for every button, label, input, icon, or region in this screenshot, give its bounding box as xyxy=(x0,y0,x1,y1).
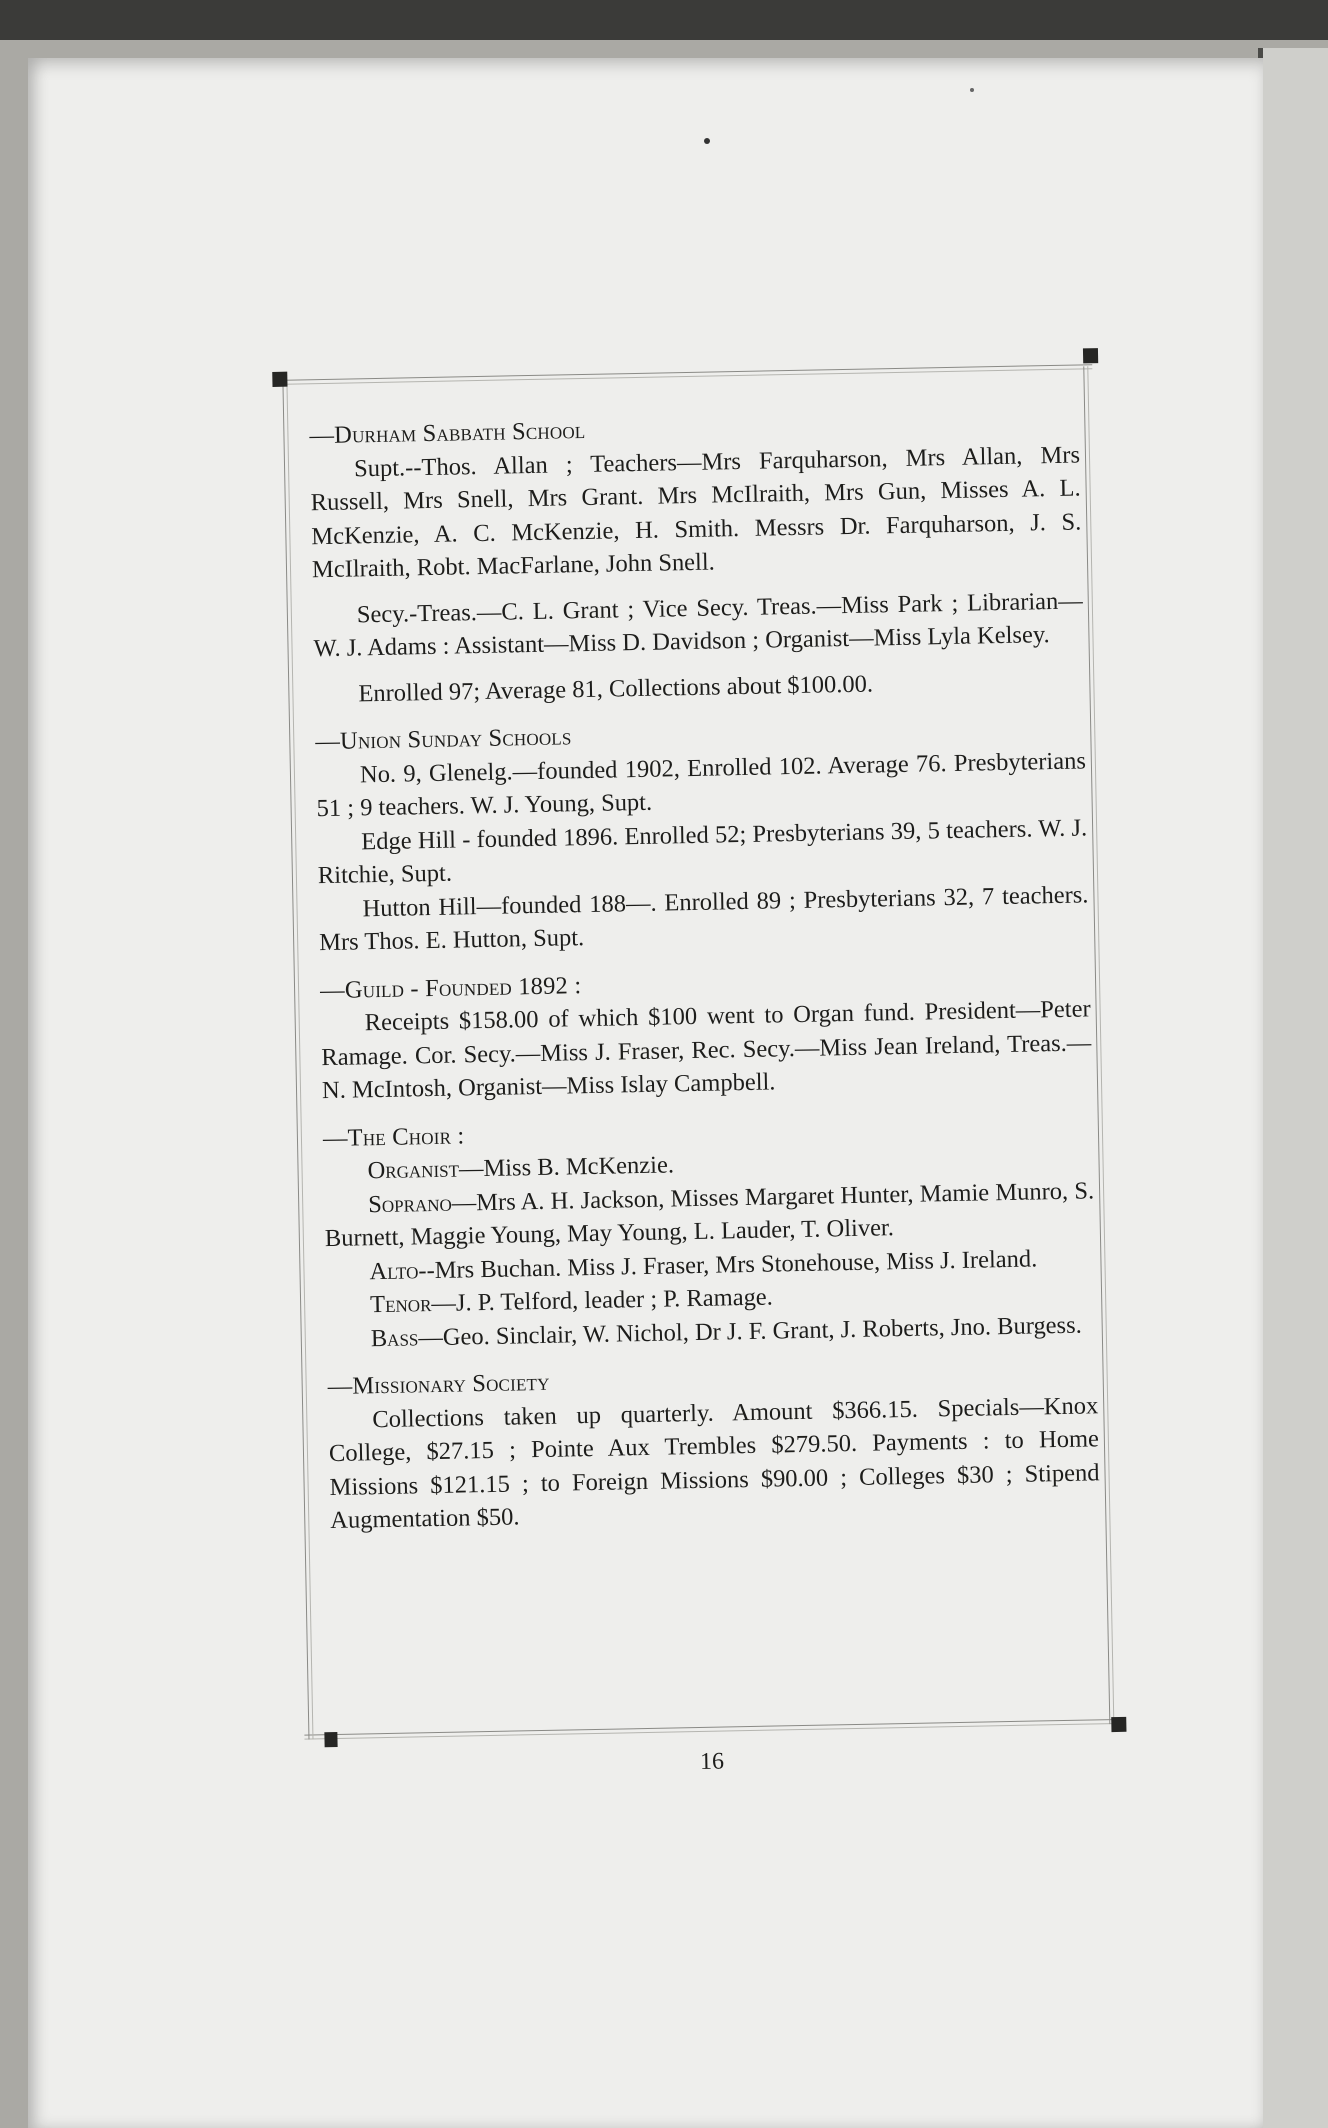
alto-label: Alto xyxy=(369,1256,419,1285)
ornamental-border-frame xyxy=(270,344,1127,1776)
choir-heading: —The Choir : xyxy=(322,1121,465,1152)
union-edge-hill-paragraph: Edge Hill - founded 1896. Enrolled 52; Presbyterians 39, 5 teachers. W. J. Ritchie, Supt. xyxy=(317,813,1088,890)
missionary-heading: —Missionary Society xyxy=(327,1368,550,1401)
durham-staff-paragraph: Supt.--Thos. Allan ; Teachers—Mrs Farquharson, Mrs Allan, Mrs Russell, Mrs Snell, Mrs Grant. Mrs McIlraith, Mrs Gun, Misses A. L. McKenzie, A. C. McKenzie, H. Smith. Messrs Dr. Farquharson, J. S. McIlraith, Robt. MacFarlane, John Snell. xyxy=(310,440,1082,584)
corner-ornament-top-left xyxy=(272,372,287,387)
corner-ornament-top-right xyxy=(1083,348,1098,363)
page-speck xyxy=(970,88,974,92)
border-line-bottom xyxy=(304,1719,1118,1740)
page-body-text xyxy=(309,404,1100,1537)
union-glenelg-paragraph: No. 9, Glenelg.—founded 1902, Enrolled 102. Average 76. Presbyterians 51 ; 9 teachers. W. J. Young, Supt. xyxy=(316,746,1087,823)
soprano-label: Soprano xyxy=(367,1189,453,1218)
page-speck xyxy=(704,138,710,144)
adjacent-page-edge xyxy=(1258,48,1328,2128)
soprano-text: —Mrs A. H. Jackson, Misses Margaret Hunter, Mamie Munro, S. Burnett, Maggie Young, May Young, L. Lauder, T. Oliver. xyxy=(324,1176,1095,1253)
alto-text: --Mrs Buchan. Miss J. Fraser, Mrs Stonehouse, Miss J. Ireland. xyxy=(418,1244,1038,1284)
corner-ornament-bottom-right xyxy=(1111,1717,1126,1732)
page-number: 16 xyxy=(699,1748,725,1776)
bass-label: Bass xyxy=(370,1323,419,1352)
border-line-top xyxy=(278,364,1092,385)
organist-text: —Miss B. McKenzie. xyxy=(458,1151,675,1183)
organist-label: Organist xyxy=(367,1155,460,1185)
tenor-label: Tenor xyxy=(369,1290,432,1319)
guild-paragraph: Receipts $158.00 of which $100 went to Organ fund. President—Peter Ramage. Cor. Secy.—Miss J. Fraser, Rec. Secy.—Miss Jean Ireland, Treas.—N. McIntosh, Organist—Miss Islay Campbell. xyxy=(321,995,1092,1105)
durham-enrollment-paragraph: Enrolled 97; Average 81, Collections about $100.00. xyxy=(358,669,874,707)
durham-officers-paragraph: Secy.-Treas.—C. L. Grant ; Vice Secy. Treas.—Miss Park ; Librarian—W. J. Adams : Assistant—Miss D. Davidson ; Organist—Miss Lyla Kelsey. xyxy=(313,586,1084,663)
missionary-paragraph: Collections taken up quarterly. Amount $366.15. Specials—Knox College, $27.15 ; Pointe Aux Trembles $279.50. Payments : to Home Missions $121.15 ; to Foreign Missions $90.00 ; Colleges $30 ; Stipend Augmentation $50. xyxy=(328,1391,1100,1535)
guild-heading: —Guild - Founded 1892 : xyxy=(319,971,582,1004)
bass-text: —Geo. Sinclair, W. Nichol, Dr J. F. Grant, J. Roberts, Jno. Burgess. xyxy=(418,1311,1082,1351)
union-hutton-hill-paragraph: Hutton Hill—founded 188—. Enrolled 89 ; Presbyterians 32, 7 teachers. Mrs Thos. E. Hutton, Supt. xyxy=(318,880,1089,957)
union-heading: —Union Sunday Schools xyxy=(315,723,572,756)
durham-heading: —Durham Sabbath School xyxy=(309,416,586,450)
tenor-text: —J. P. Telford, leader ; P. Ramage. xyxy=(431,1283,774,1318)
corner-ornament-bottom-left xyxy=(324,1732,337,1747)
